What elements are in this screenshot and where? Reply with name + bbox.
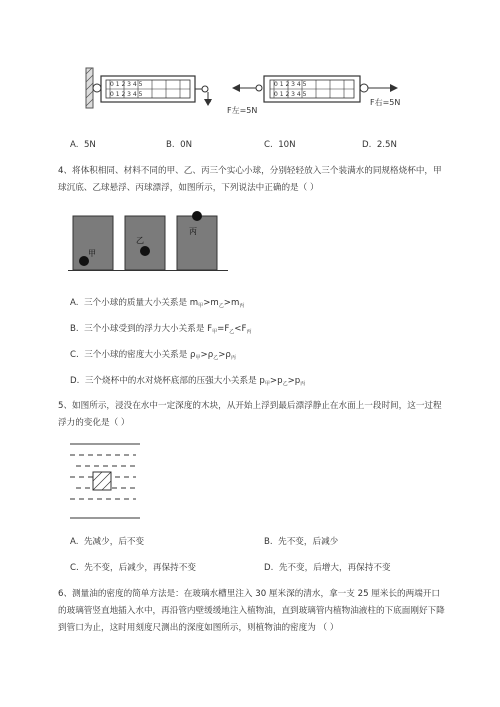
beaker-yi [125, 216, 165, 270]
left-spring-scale [93, 76, 212, 106]
right-scale-numbers-top: 0 1 2 3 4 5 [274, 81, 307, 88]
left-scale-numbers-top: 0 1 2 3 4 5 [110, 81, 143, 88]
q3-option-c[interactable]: C. 10N [264, 140, 296, 150]
q4-beakers-figure [68, 206, 228, 276]
q5-option-d[interactable]: D. 先不变，后增大，再保持不变 [264, 563, 391, 573]
left-force-value: F左=5N [227, 106, 258, 115]
q5-option-b[interactable]: B. 先不变，后减少 [264, 537, 339, 547]
q5-stem: 5、如图所示，浸没在水中一定深度的木块，从开始上浮到最后漂浮静止在水面上一段时间，这一过程浮力的变化是（ ） [58, 401, 442, 428]
q5-water-block-figure [66, 440, 146, 524]
label-jia: 甲 [88, 249, 96, 258]
q4-option-b[interactable]: B. 三个小球受到的浮力大小关系是 $F_甲=F_乙<F_丙$ [70, 324, 252, 335]
q5-option-c[interactable]: C. 先不变，后减少，再保持不变 [70, 563, 196, 573]
ball-yi [140, 246, 150, 256]
q6-stem: 6、测量油的密度的简单方法是：在玻璃水槽里注入 30 厘米深的清水，拿一支 25 厘米长的两端开口的玻璃管竖直地插入水中，再沿管内壁缓缓地注入植物油，直到玻璃管内植物油液柱的下底面刚好下降到管口为止，这时用刻度尺测出的深度如图所示，则植物油的密度为 （ ） [58, 589, 445, 633]
ball-bing [192, 211, 202, 221]
wall [86, 68, 93, 108]
q3-option-a[interactable]: A. 5N [70, 140, 96, 150]
left-force-label: F [207, 98, 212, 107]
q4-option-c[interactable]: C. 三个小球的密度大小关系是 $\rho_甲>\rho_乙>\rho_丙$ [70, 350, 236, 361]
beaker-bing [177, 216, 217, 270]
q4-option-a[interactable]: A. 三个小球的质量大小关系是 $m_甲>m_乙>m_丙$ [70, 298, 245, 309]
q3-option-b[interactable]: B. 0N [166, 140, 193, 150]
q5-option-a[interactable]: A. 先减少，后不变 [70, 537, 145, 547]
left-scale-numbers-bottom: 0 1 2 3 4 5 [110, 91, 143, 98]
q3-option-d[interactable]: D. 2.5N [362, 140, 397, 150]
right-force-value: F右=5N [370, 98, 401, 107]
label-yi: 乙 [136, 236, 144, 245]
label-bing: 丙 [189, 227, 197, 236]
spring-scale-figure [70, 66, 430, 124]
q4-stem: 4、将体积相同、材料不同的甲、乙、丙三个实心小球，分别轻轻放入三个装满水的同规格烧杯中，甲球沉底、乙球悬浮、丙球漂浮，如图所示，下列说法中正确的是（ ） [58, 166, 442, 193]
beaker-jia [73, 216, 113, 270]
q4-option-d[interactable]: D. 三个烧杯中的水对烧杯底部的压强大小关系是 $p_甲>p_乙>p_丙$ [70, 376, 306, 387]
right-scale-numbers-bottom: 0 1 2 3 4 5 [274, 91, 307, 98]
